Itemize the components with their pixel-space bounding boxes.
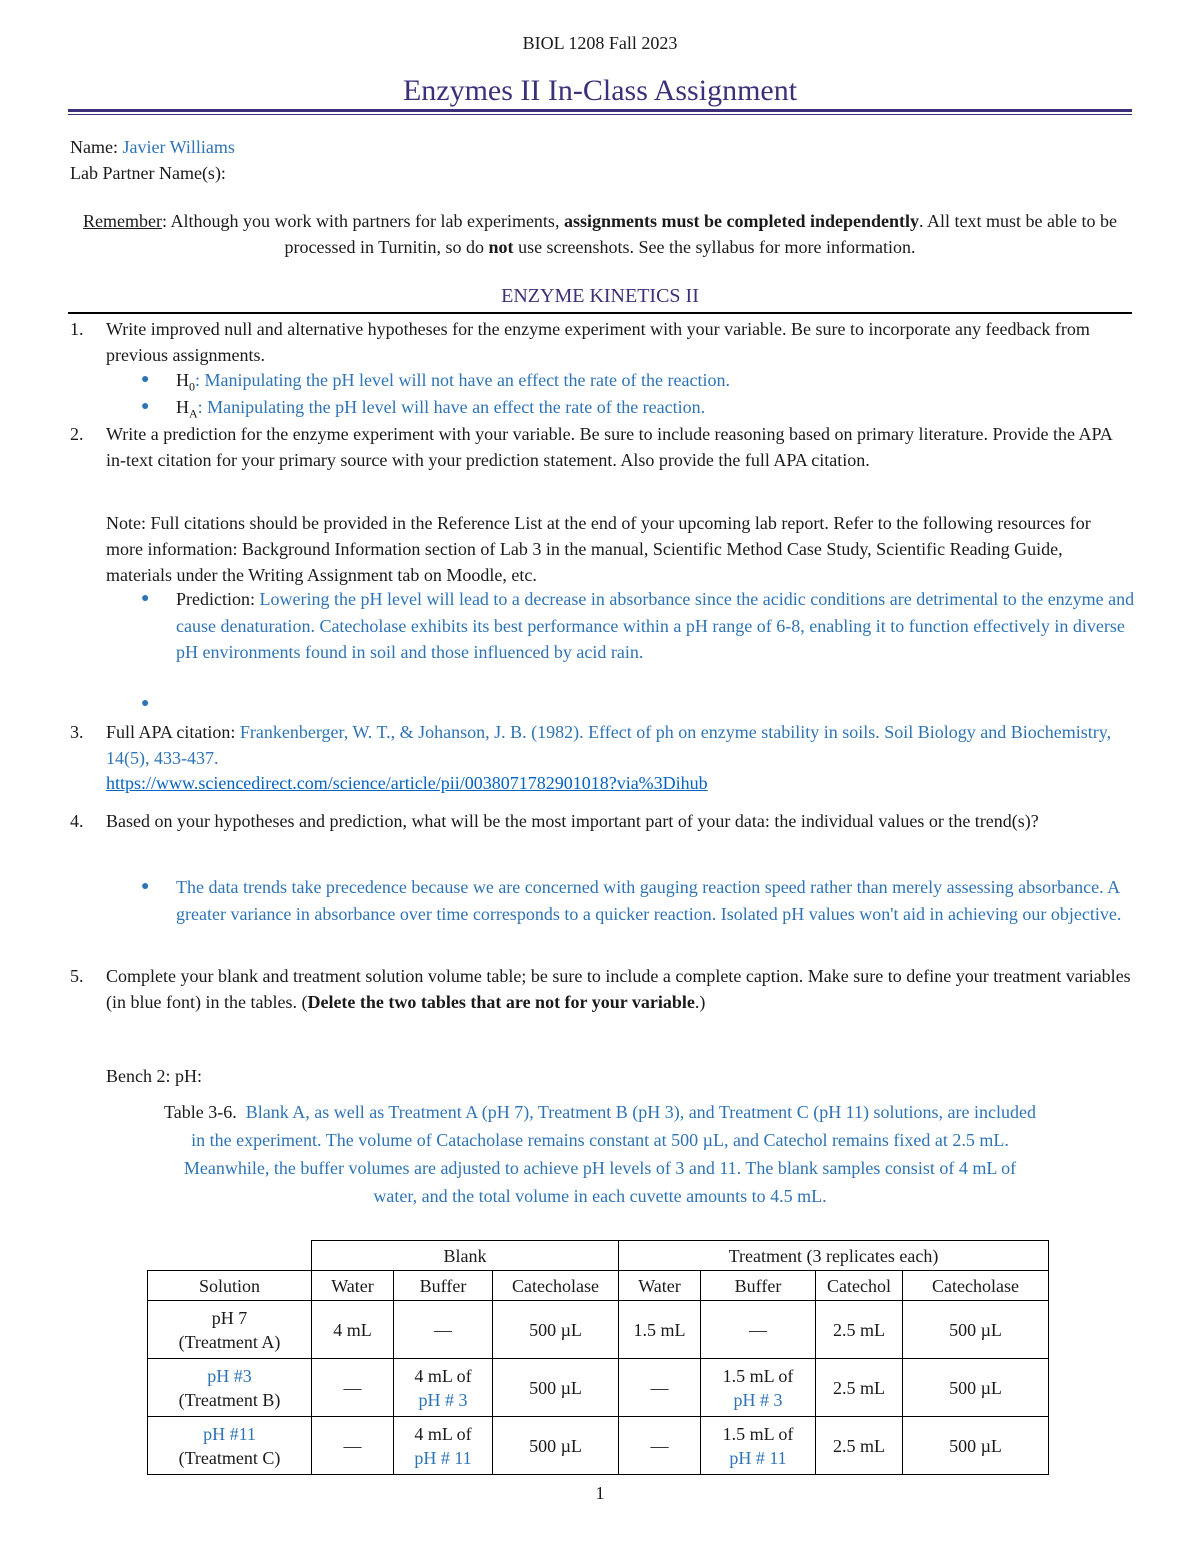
q1-text: Write improved null and alternative hypotheses for the enzyme experiment with your variable. Be sure to incorporate any feedback from previous assignments.	[106, 319, 1090, 365]
q2-note: Note: Full citations should be provided in the Reference List at the end of your upcoming lab report. Refer to the following resources for more information: Background Information section of Lab 3 in the manual, Scientific Method Case Study, Scientific Reading Guide, materials under the Writing Assignment tab on Moodle, etc.	[106, 513, 1091, 585]
table-cell: 500 µL	[903, 1301, 1049, 1359]
table-cell: 1.5 mL	[619, 1301, 701, 1359]
header-cell: Solution	[148, 1271, 312, 1301]
header-cell: Water	[312, 1271, 394, 1301]
table-cell: 500 µL	[493, 1359, 619, 1417]
title-rule-thick	[68, 109, 1132, 112]
header-cell: Catecholase	[903, 1271, 1049, 1301]
section-title: ENZYME KINETICS II	[501, 285, 699, 307]
header-cell: Buffer	[701, 1271, 816, 1301]
solution-volume-table	[147, 1240, 1049, 1475]
table-cell: 2.5 mL	[816, 1417, 903, 1475]
bullet-icon: ●	[141, 591, 150, 606]
empty-corner-cell	[148, 1241, 312, 1271]
table-row	[148, 1359, 1049, 1417]
table-caption: Table 3-6. Blank A, as well as Treatment A (pH 7), Treatment B (pH 3), and Treatment C (pH 11) solutions, are included in the experiment. The volume of Catacholase remains constant at 500 µL, and Catechol remains fixed at 2.5 mL. Meanwhile, the buffer volumes are adjusted to achieve pH levels of 3 and 11. The blank samples consist of 4 mL of water, and the total volume in each cuvette amounts to 4.5 mL.	[164, 1102, 1036, 1206]
partner-label: Lab Partner Name(s):	[70, 163, 226, 183]
table-cell: 500 µL	[903, 1417, 1049, 1475]
table-cell: —	[619, 1417, 701, 1475]
table-cell: —	[312, 1359, 394, 1417]
table-cell: 4 mL	[312, 1301, 394, 1359]
bullet-icon: ●	[141, 879, 150, 894]
table-cell: 1.5 mL of pH # 3	[701, 1359, 816, 1417]
remember-paragraph: Remember: Although you work with partners for lab experiments, assignments must be completed independently. All text must be able to be processed in Turnitin, so do not use screenshots. See the syllabus for more information.	[83, 211, 1117, 257]
name-line	[70, 134, 235, 160]
header-cell: Buffer	[394, 1271, 493, 1301]
course-header: BIOL 1208 Fall 2023	[522, 33, 678, 53]
table-cell: 2.5 mL	[816, 1301, 903, 1359]
table-cell: 4 mL of pH # 11	[394, 1417, 493, 1475]
title-rule-thin	[68, 114, 1132, 115]
treatment-group-header: Treatment (3 replicates each)	[619, 1241, 1049, 1271]
q4-answer: The data trends take precedence because we are concerned with gauging reaction speed rather than merely assessing absorbance. A greater variance in absorbance over time corresponds to a quicker reaction. Isolated pH values won't aid in achieving our objective.	[176, 877, 1122, 924]
table-row	[148, 1417, 1049, 1475]
q5-number: 5.	[70, 966, 84, 986]
bench-label: Bench 2: pH:	[106, 1066, 202, 1086]
q3-number: 3.	[70, 722, 84, 742]
q3-citation: Full APA citation: Frankenberger, W. T., & Johanson, J. B. (1982). Effect of ph on enzyme stability in soils. Soil Biology and Biochemistry, 14(5), 433-437.	[106, 722, 1112, 768]
table-cell: —	[701, 1301, 816, 1359]
column-header-row	[148, 1271, 1049, 1301]
q1-number: 1.	[70, 319, 84, 339]
page-number: 1	[595, 1483, 605, 1503]
table-cell: —	[394, 1301, 493, 1359]
table-cell: 500 µL	[903, 1359, 1049, 1417]
name-label: Name:	[70, 137, 118, 157]
remember-label: Remember	[83, 211, 163, 231]
prediction: Prediction: Lowering the pH level will lead to a decrease in absorbance since the acidic conditions are detrimental to the enzyme and cause denaturation. Catecholase exhibits its best performance within a pH range of 6-8, enabling it to function effectively in diverse pH environments found in soil and those influenced by acid rain.	[176, 589, 1135, 662]
solution-cell: pH #11 (Treatment C)	[148, 1417, 312, 1475]
q4-text: Based on your hypotheses and prediction, what will be the most important part of your data: the individual values or the trend(s)?	[106, 811, 1039, 831]
solution-cell: pH #3 (Treatment B)	[148, 1359, 312, 1417]
table-cell: 500 µL	[493, 1301, 619, 1359]
header-cell: Water	[619, 1271, 701, 1301]
table-cell: 500 µL	[493, 1417, 619, 1475]
table-cell: 1.5 mL of pH # 11	[701, 1417, 816, 1475]
solution-cell: pH 7 (Treatment A)	[148, 1301, 312, 1359]
table-cell: 4 mL of pH # 3	[394, 1359, 493, 1417]
page-title: Enzymes II In-Class Assignment	[402, 74, 798, 107]
header-cell: Catechol	[816, 1271, 903, 1301]
q2-text: Write a prediction for the enzyme experiment with your variable. Be sure to include reasoning based on primary literature. Provide the APA in-text citation for your primary source with your prediction statement. Also provide the full APA citation.	[106, 424, 1112, 470]
group-header-row	[148, 1241, 1049, 1271]
h0-hypothesis: $H_0$: Manipulating the pH level will not have an effect the rate of the reaction.	[176, 370, 730, 394]
q2-number: 2.	[70, 424, 84, 444]
blank-group-header: Blank	[312, 1241, 619, 1271]
bullet-icon: ●	[141, 372, 150, 387]
bullet-icon: ●	[141, 399, 150, 414]
header-cell: Catecholase	[493, 1271, 619, 1301]
name-value: Javier Williams	[122, 137, 235, 157]
section-rule	[68, 312, 1132, 314]
empty-bullet-icon: ●	[141, 696, 150, 711]
citation-link[interactable]: https://www.sciencedirect.com/science/article/pii/003807178290101​8?via%3Dihub	[106, 773, 708, 793]
table-cell: —	[312, 1417, 394, 1475]
table-cell: 2.5 mL	[816, 1359, 903, 1417]
ha-hypothesis: $H_A$: Manipulating the pH level will have an effect the rate of the reaction.	[176, 397, 706, 421]
q4-number: 4.	[70, 811, 84, 831]
table-cell: —	[619, 1359, 701, 1417]
table-row	[148, 1301, 1049, 1359]
q5-text: Complete your blank and treatment solution volume table; be sure to include a complete caption. Make sure to define your treatment variables (in blue font) in the tables. (Delete the two tables that are not for your variable.)	[106, 966, 1131, 1012]
